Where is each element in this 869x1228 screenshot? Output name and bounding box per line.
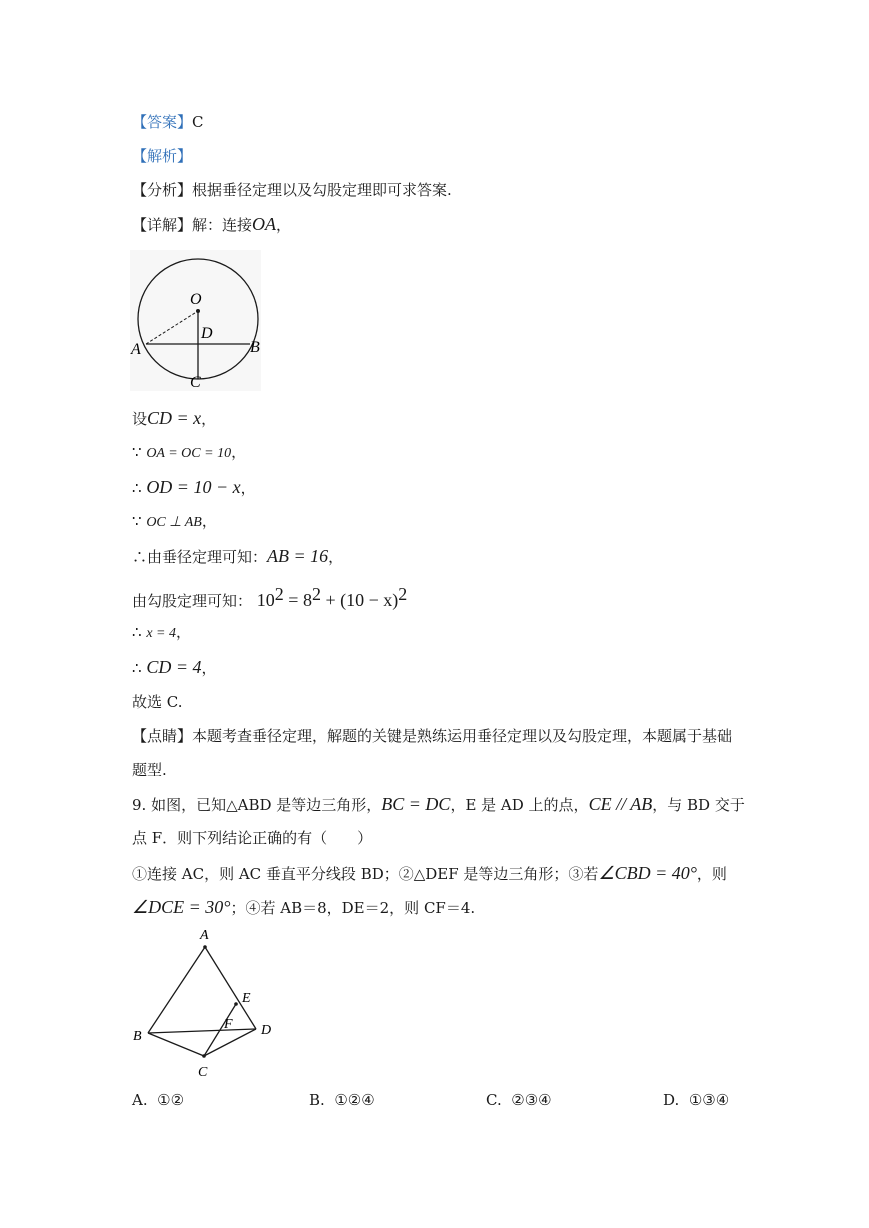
dianjing-line [132,725,732,747]
option-a-label: A. [132,1091,148,1109]
step-6-exp1: 2 [274,584,284,604]
q9-math-bc-dc: BC = DC [381,794,451,814]
step-4-math: OC ⊥ AB [146,515,202,530]
q9-line-1 [132,793,745,816]
step-7-math: x = 4 [146,626,176,641]
xiangjie-tail: ， [276,216,292,234]
step-7 [132,621,191,645]
label-c2: C [198,1065,208,1080]
segment-bc [148,1033,204,1056]
label-a2: A [200,928,209,943]
option-a[interactable] [132,1091,184,1109]
step-6-exp2: 2 [311,584,321,604]
step-6-c: (10 − x) [340,590,399,610]
fenxi-line [132,179,452,201]
step-7-pre: ∴ [132,623,147,641]
step-8-math: CD = 4 [146,657,202,677]
step-1-math: CD = x [147,408,202,428]
step-2-math: OA = OC = 10 [146,446,232,461]
q9-text-1a: 9. 如图，已知△ABD 是等边三角形， [132,796,382,814]
step-1 [132,407,216,430]
step-1-pre: 设 [132,410,148,428]
q9-text-1b: ，E 是 AD 上的点， [450,796,589,814]
step-6-b: 8 [302,590,312,610]
point-a [203,945,207,949]
segment-ab [148,947,205,1033]
step-8 [132,656,216,679]
q9-math-ce-ab: CE // AB [588,794,653,814]
step-5-post: ， [328,548,344,566]
option-c-text: ②③④ [511,1091,552,1109]
label-b2: B [133,1029,142,1044]
option-d-label: D. [663,1091,680,1109]
label-f2: F [224,1017,233,1032]
step-3-pre: ∴ [132,479,147,497]
step-8-pre: ∴ [132,659,147,677]
point-e [234,1002,238,1006]
option-d-text: ①③④ [688,1091,730,1109]
point-c [202,1054,206,1058]
center-point [196,309,200,313]
label-b: B [250,339,260,356]
label-d2: D [261,1023,272,1038]
option-c-label: C. [486,1091,502,1109]
q9-line-2: 点 F．则下列结论正确的有（ ） [132,829,373,847]
option-a-text: ①② [157,1091,185,1109]
step-5 [132,545,343,568]
step-5-math: AB = 16 [267,546,329,566]
step-3 [132,476,256,499]
dianjing-text: 本题考查垂径定理，解题的关键是熟练运用垂径定理以及勾股定理，本题属于基础 [192,727,733,745]
triangle-figure [128,925,278,1082]
option-b-label: B. [309,1091,325,1109]
option-d[interactable] [663,1091,729,1109]
answer-value: C [192,113,204,131]
label-c: C [190,374,201,391]
q9-math-dce: ∠DCE = 30° [132,897,231,917]
fenxi-tag: 【分析】 [132,181,193,199]
step-6-eq: = [283,590,303,610]
step-4 [132,510,217,534]
option-c[interactable] [486,1091,552,1109]
step-4-pre: ∵ [132,512,147,530]
q9-text-3b: ，则 [696,865,727,883]
q9-text-3a: ①连接 AC，则 AC 垂直平分线段 BD；②△DEF 是等边三角形；③若 [132,865,599,883]
step-6-pre: 由勾股定理可知： [132,592,253,610]
xiangjie-tag: 【详解】 [132,216,193,234]
xiangjie-var: OA [252,214,277,234]
dianjing-tag: 【点睛】 [132,727,193,745]
dianjing-line-2: 题型. [132,761,167,779]
answer-tag: 【答案】 [132,113,193,131]
step-7-post: ， [175,623,191,641]
step-5-pre: ∴由垂径定理可知： [132,548,268,566]
step-3-math: OD = 10 − x [146,477,241,497]
q9-line-4 [132,896,475,919]
step-6-exp3: 2 [398,584,408,604]
step-2 [132,441,246,465]
step-2-pre: ∵ [132,443,147,461]
label-o: O [190,291,202,308]
answer-line [132,111,204,133]
xiangjie-text: 解：连接 [192,216,253,234]
option-b[interactable] [309,1091,375,1109]
analysis-tag: 【解析】 [132,147,193,165]
step-4-post: ， [201,512,217,530]
xiangjie-line [132,213,291,236]
label-a: A [131,341,141,358]
step-6 [132,583,407,612]
step-8-post: ， [201,659,217,677]
step-6-plus: + [320,590,341,610]
label-e2: E [242,991,251,1006]
label-d: D [201,325,213,342]
step-1-post: ， [201,410,217,428]
step-9: 故选 C. [132,693,183,711]
step-3-post: ， [240,479,256,497]
step-2-post: ， [231,443,247,461]
segment-bd [148,1029,256,1033]
q9-text-4b: ；④若 AB＝8，DE＝2，则 CF＝4. [230,899,476,917]
option-b-text: ①②④ [334,1091,375,1109]
fenxi-text: 根据垂径定理以及勾股定理即可求答案. [192,181,452,199]
figure1-background [130,250,261,391]
circle-figure [128,248,263,393]
q9-math-cbd: ∠CBD = 40° [598,863,697,883]
q9-line-3 [132,862,727,885]
q9-text-1c: ，与 BD 交于 [652,796,745,814]
step-6-a: 10 [256,590,275,610]
